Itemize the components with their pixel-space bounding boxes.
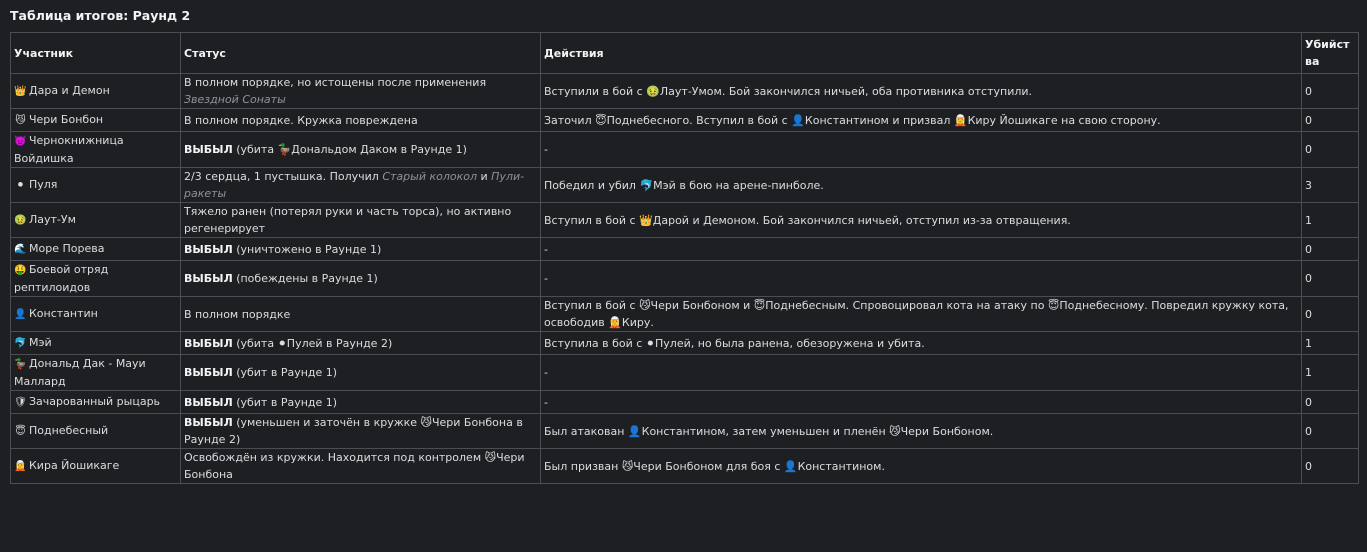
kills-cell: 0: [1302, 132, 1359, 168]
participant-name: Дара и Демон: [29, 84, 110, 97]
cat-icon: 😼: [15, 115, 26, 126]
participant-cell: [11, 449, 181, 484]
angel-icon: 😇: [15, 426, 26, 437]
status-cell: [181, 297, 541, 332]
participant-cell: [11, 332, 181, 355]
kills-cell: 0: [1302, 109, 1359, 132]
actions-cell: -: [541, 132, 1302, 168]
kills-cell: 0: [1302, 74, 1359, 109]
status-text: (убит в Раунде 1): [232, 395, 338, 409]
kills-cell: 3: [1302, 168, 1359, 203]
table-row: [11, 414, 1359, 449]
table-row: [11, 74, 1359, 109]
status-cell: [181, 391, 541, 414]
page-title: Таблица итогов: Раунд 2: [10, 8, 191, 23]
actions-cell: Вступили в бой с 🤢Лаут-Умом. Бой закончился ничьей, оба противника отступили.: [541, 74, 1302, 109]
table-header-row: [11, 33, 1359, 74]
participant-name: Лаут-Ум: [29, 213, 76, 226]
actions-cell: -: [541, 355, 1302, 391]
participant-name: Зачарованный рыцарь: [29, 395, 161, 408]
participant-cell: [11, 414, 181, 449]
table-row: [11, 203, 1359, 238]
participant-name: Боевой отряд рептилоидов: [14, 263, 109, 294]
kills-cell: 0: [1302, 414, 1359, 449]
status-item: Звездной Сонаты: [184, 93, 286, 106]
participant-name: Море Порева: [29, 242, 105, 255]
header-kills: Убийства: [1302, 33, 1359, 74]
status-cell: [181, 238, 541, 261]
results-table: [10, 32, 1359, 484]
participant-name: Мэй: [29, 336, 52, 349]
status-eliminated-label: ВЫБЫЛ: [184, 366, 233, 379]
wave-icon: 🌊: [14, 244, 27, 255]
status-text: (убит в Раунде 1): [232, 366, 338, 379]
elf-icon: 🧝: [14, 461, 27, 472]
participant-name: Дональд Дак - Мауи Маллард: [14, 357, 146, 388]
shield-icon: 🛡: [14, 397, 27, 408]
kills-cell: 0: [1302, 449, 1359, 484]
status-eliminated-label: ВЫБЫЛ: [184, 143, 233, 156]
table-row: [11, 355, 1359, 391]
actions-cell: Победил и убил 🐬Мэй в бою на арене-пинболе.: [541, 168, 1302, 203]
status-cell: [181, 355, 541, 391]
actions-cell: -: [541, 261, 1302, 297]
table-row: [11, 297, 1359, 332]
status-eliminated-label: ВЫБЫЛ: [184, 272, 233, 285]
table-row: [11, 132, 1359, 168]
status-eliminated-label: ВЫБЫЛ: [184, 395, 233, 409]
participant-cell: [11, 355, 181, 391]
participant-cell: [11, 109, 181, 132]
status-text: и: [477, 170, 492, 183]
status-cell: [181, 109, 541, 132]
status-cell: [181, 332, 541, 355]
table-body: [11, 74, 1359, 484]
dolphin-icon: 🐬: [14, 338, 27, 349]
kills-cell: 0: [1302, 391, 1359, 414]
status-text: (побеждены в Раунде 1): [232, 272, 378, 285]
actions-cell: Был атакован 👤Константином, затем уменьшен и пленён 😼Чери Бонбоном.: [541, 414, 1302, 449]
kills-cell: 1: [1302, 332, 1359, 355]
participant-name: Чери Бонбон: [29, 113, 104, 126]
kills-cell: 0: [1302, 238, 1359, 261]
actions-cell: Заточил 😇Поднебесного. Вступил в бой с 👤Константином и призвал 🧝Киру Йошикаге на свою сторону.: [541, 109, 1302, 132]
actions-cell: -: [541, 391, 1302, 414]
participant-cell: [11, 297, 181, 332]
header-status: Статус: [181, 33, 541, 74]
status-item: Старый колокол: [382, 170, 478, 183]
header-participant: Участник: [11, 33, 181, 74]
table-row: [11, 109, 1359, 132]
kills-cell: 0: [1302, 297, 1359, 332]
participant-cell: [11, 168, 181, 203]
participant-name: Пуля: [29, 178, 58, 191]
status-cell: [181, 132, 541, 168]
table-row: [11, 168, 1359, 203]
status-text: В полном порядке: [184, 307, 291, 321]
actions-cell: Вступил в бой с 👑Дарой и Демоном. Бой закончился ничьей, отступил из-за отвращения.: [541, 203, 1302, 238]
participant-name: Чернокнижница Войдишка: [14, 134, 124, 165]
participant-name: Кира Йошикаге: [29, 459, 120, 472]
nauseated-icon: 🤢: [14, 215, 27, 226]
kills-cell: 1: [1302, 355, 1359, 391]
status-cell: [181, 168, 541, 203]
participant-cell: [11, 261, 181, 297]
status-item: Пули-ракеты: [184, 170, 525, 200]
status-cell: [181, 74, 541, 109]
table-row: [11, 449, 1359, 484]
status-cell: [181, 203, 541, 238]
participant-cell: [11, 74, 181, 109]
table-row: [11, 261, 1359, 297]
participant-name: Константин: [29, 307, 98, 320]
header-actions: Действия: [541, 33, 1302, 74]
status-text: (убита ⚫Пулей в Раунде 2): [232, 336, 393, 350]
participant-cell: [11, 132, 181, 168]
duck-icon: 🦆: [14, 359, 27, 370]
money-face-icon: 🤑: [14, 265, 27, 276]
status-text: 2/3 сердца, 1 пустышка. Получил: [184, 170, 383, 183]
actions-cell: -: [541, 238, 1302, 261]
kills-cell: 1: [1302, 203, 1359, 238]
actions-cell: Вступила в бой с ⚫Пулей, но была ранена, обезоружена и убита.: [541, 332, 1302, 355]
status-eliminated-label: ВЫБЫЛ: [184, 336, 233, 350]
kills-cell: 0: [1302, 261, 1359, 297]
participant-name: Поднебесный: [29, 424, 109, 437]
status-eliminated-label: ВЫБЫЛ: [184, 416, 233, 429]
crown-icon: 👑: [14, 86, 27, 97]
status-text: Освобождён из кружки. Находится под контролем 😼Чери Бонбона: [184, 451, 525, 481]
actions-cell: Был призван 😼Чери Бонбоном для боя с 👤Константином.: [541, 449, 1302, 484]
table-row: [11, 391, 1359, 414]
status-text: Тяжело ранен (потерял руки и часть торса), но активно регенерирует: [184, 205, 512, 235]
participant-cell: [11, 238, 181, 261]
status-text: В полном порядке, но истощены после применения: [184, 76, 487, 89]
status-cell: [181, 261, 541, 297]
status-text: В полном порядке. Кружка повреждена: [184, 113, 418, 127]
participant-cell: [11, 203, 181, 238]
table-row: [11, 332, 1359, 355]
status-text: (убита 🦆Дональдом Даком в Раунде 1): [232, 143, 467, 156]
actions-cell: Вступил в бой с 😼Чери Бонбоном и 😇Поднебесным. Спровоцировал кота на атаку по 😇Поднебесному. Повредил кружку кота, освободив 🧝Киру.: [541, 297, 1302, 332]
status-cell: [181, 414, 541, 449]
person-icon: 👤: [14, 309, 27, 320]
status-eliminated-label: ВЫБЫЛ: [184, 242, 233, 256]
status-text: (уничтожено в Раунде 1): [232, 242, 382, 256]
devil-icon: 👿: [14, 136, 27, 147]
black-circle-icon: ⚫: [16, 180, 25, 191]
status-text: (уменьшен и заточён в кружке 😼Чери Бонбона в Раунде 2): [184, 416, 523, 446]
table-row: [11, 238, 1359, 261]
status-cell: [181, 449, 541, 484]
participant-cell: [11, 391, 181, 414]
